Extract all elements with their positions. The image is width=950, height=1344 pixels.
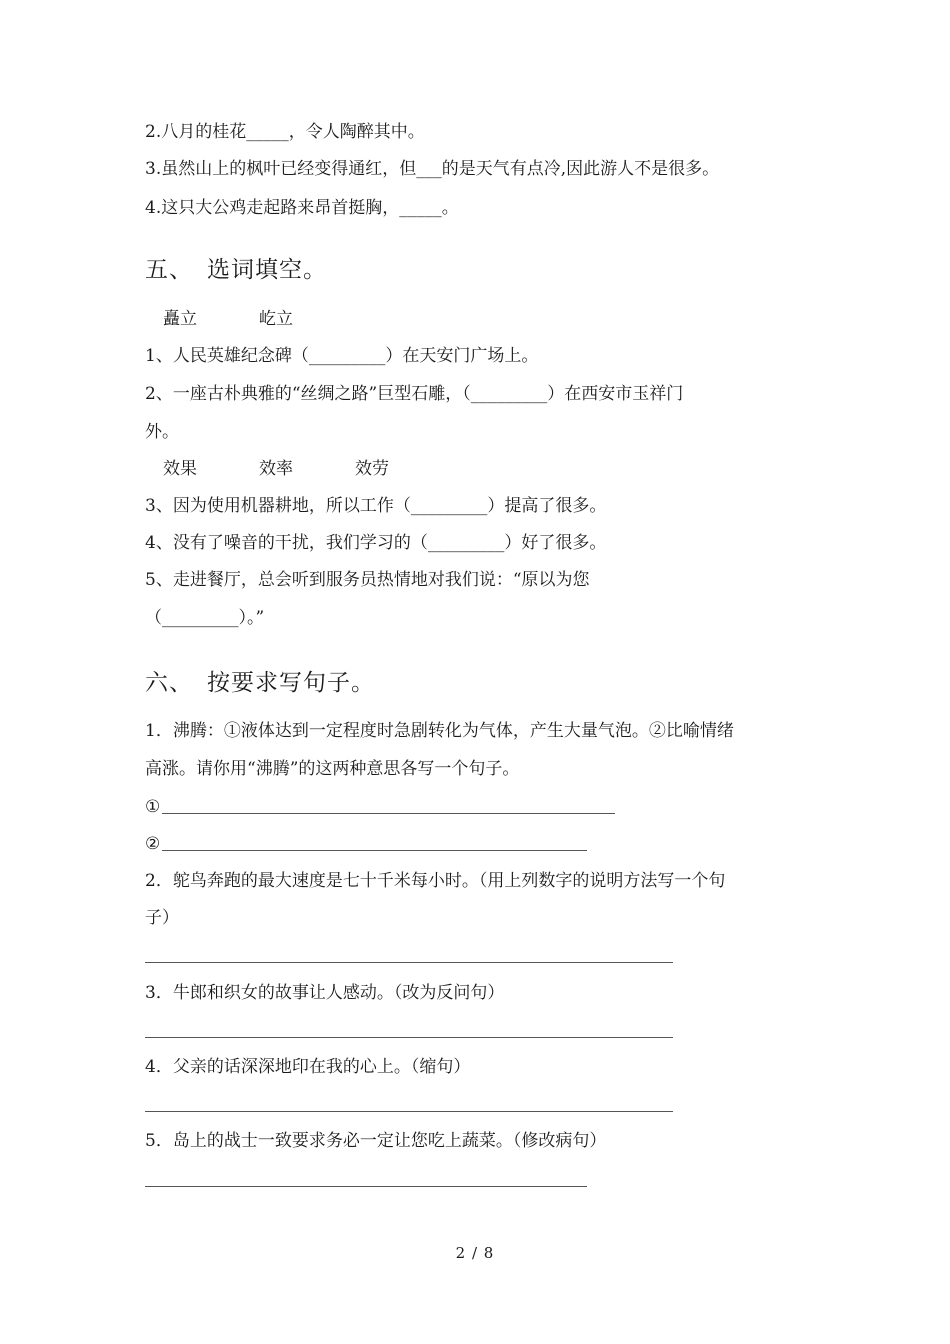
answer-line-q2[interactable] [145,962,673,963]
s5-question-5-line-1: 5、走进餐厅，总会听到服务员热情地对我们说：“原以为您 [145,570,590,590]
s4-question-2: 2.八月的桂花_____，令人陶醉其中。 [145,122,425,142]
section-5-title: 选词填空。 [207,257,327,283]
section-6-heading [145,668,375,698]
page-number: 2 / 8 [455,1244,495,1262]
answer-line-q5[interactable] [145,1186,587,1187]
section-5-number: 五、 [145,257,193,283]
answer-marker-1: ① [145,797,161,817]
section-6-number: 六、 [145,670,193,696]
word-choices-a [163,308,355,330]
s6-question-3: 3．牛郎和织女的故事让人感动。（改为反问句） [145,983,505,1003]
s6-question-2-line-1: 2．鸵鸟奔跑的最大速度是七十千米每小时。（用上列数字的说明方法写一个句 [145,871,726,891]
section-5-heading [145,255,327,285]
answer-line-q4[interactable] [145,1111,673,1112]
answer-line-q3[interactable] [145,1037,673,1038]
s5-question-1: 1、人民英雄纪念碑（_________）在天安门广场上。 [145,346,539,366]
section-6-title: 按要求写句子。 [207,670,375,696]
s6-question-1-line-2: 高涨。请你用“沸腾”的这两种意思各写一个句子。 [145,759,520,779]
word-option: 矗立 [163,309,197,329]
answer-marker-2: ② [145,834,161,854]
word-option: 效率 [259,459,293,479]
s5-question-4: 4、没有了噪音的干扰，我们学习的（_________）好了很多。 [145,533,607,553]
word-option: 效果 [163,459,197,479]
s5-question-2-line-2: 外。 [145,422,179,442]
s4-question-4: 4.这只大公鸡走起路来昂首挺胸，_____。 [145,198,459,218]
word-choices-b [163,458,451,480]
word-option: 效劳 [355,459,389,479]
answer-line-1[interactable] [162,813,615,814]
s5-question-3: 3、因为使用机器耕地，所以工作（_________）提高了很多。 [145,496,607,516]
s6-question-5: 5．岛上的战士一致要求务必一定让您吃上蔬菜。（修改病句） [145,1131,607,1151]
word-option: 屹立 [259,309,293,329]
s6-question-2-line-2: 子） [145,908,179,928]
s6-question-1-line-1: 1．沸腾：①液体达到一定程度时急剧转化为气体，产生大量气泡。②比喻情绪 [145,721,734,741]
s5-question-2-line-1: 2、一座古朴典雅的“丝绸之路”巨型石雕，（_________）在西安市玉祥门 [145,384,684,404]
s5-question-5-line-2: （_________）。” [145,608,265,628]
s6-question-4: 4．父亲的话深深地印在我的心上。（缩句） [145,1057,471,1077]
answer-line-2[interactable] [162,850,587,851]
s4-question-3: 3.虽然山上的枫叶已经变得通红，但___的是天气有点冷,因此游人不是很多。 [145,159,720,179]
